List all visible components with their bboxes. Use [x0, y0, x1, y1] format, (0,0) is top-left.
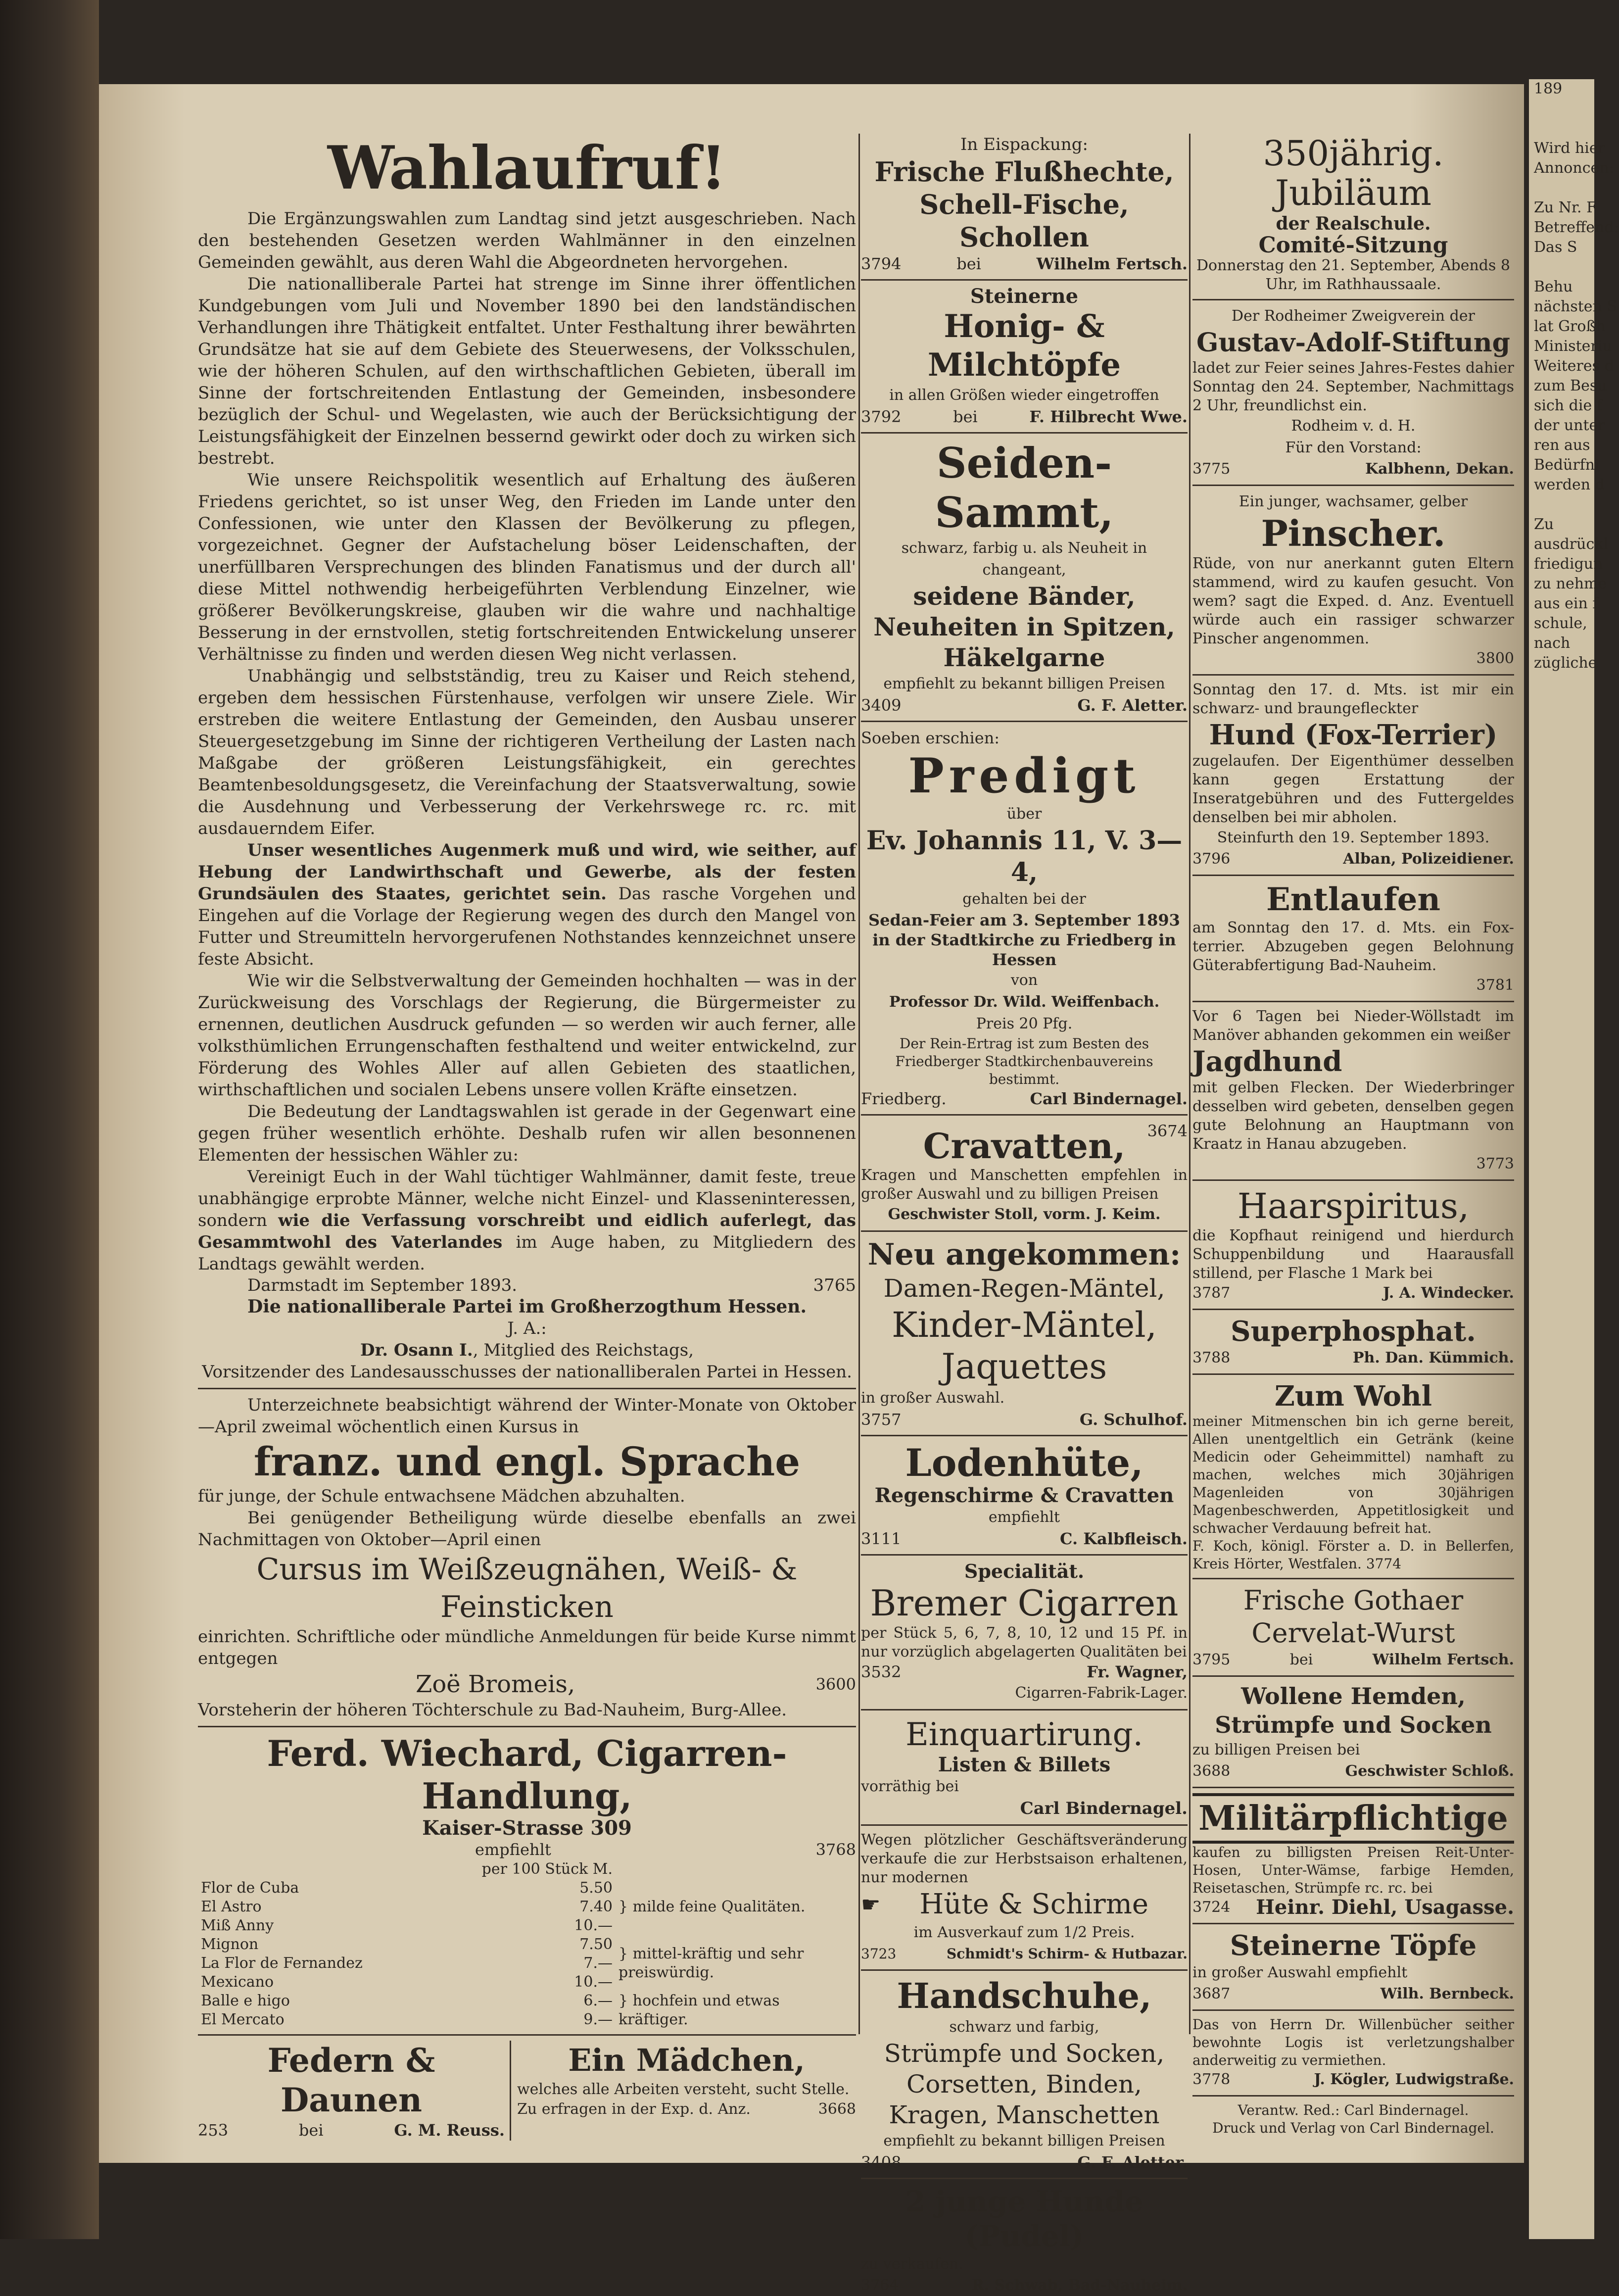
ad-text: in großer Auswahl empfiehlt [1192, 1964, 1408, 1981]
quality-note: } milde feine Qualitäten. [619, 1898, 806, 1915]
paragraph: Die Ergänzungswahlen zum Landtag sind jetzt ausgeschrieben. Nach den bestehenden Gesetzen werden Wahlmänner in den einzelnen Gemeinden gewählt, aus deren Wahl die Abgeordneten hervorgehen. [198, 209, 856, 272]
ad-text: Cigarren-Fabrik-Lager. [1015, 1684, 1188, 1702]
ad-headline: Predigt [908, 748, 1141, 804]
adjacent-text [1529, 99, 1594, 119]
ad-text: empfiehlt [988, 1509, 1060, 1526]
ad-text: Vorsteherin der höheren Töchterschule zu Bad-Nauheim, Burg-Allee. [198, 1700, 787, 1720]
advertiser: Geschwister Stoll, vorm. J. Keim. [888, 1206, 1161, 1223]
adjacent-text: friedigun [1534, 555, 1603, 573]
advertiser: G. F. Aletter. [1077, 696, 1188, 715]
divider [1192, 1923, 1514, 1924]
ad-line [861, 1944, 1188, 1964]
table-row [198, 1935, 856, 1954]
text: im Auge haben, zu Mitgliedern des Landtags gewählt werden. [198, 1232, 856, 1274]
ad-line [1192, 648, 1514, 669]
ad-headline: Hund (Fox-Terrier) [1209, 719, 1498, 751]
ad-text: empfiehlt zu bekannt billigen Preisen [883, 675, 1165, 692]
place-date: Darmstadt im September 1893. [247, 1275, 518, 1295]
ad-text: von [1010, 972, 1038, 989]
divider [1192, 1001, 1514, 1002]
paragraph: Wie unsere Reichspolitik wesentlich auf Erhaltung des äußeren Friedens gerichtet, so ist unser Weg, den Frieden im Lande unter den Confessionen, wie unter den Klassen der Bevölkerung zu pflegen, vorgezeichnet. Gegner der Aufstachelung böser Leidenschaften, der unerfüllbaren Versprechungen des blinden Fanatismus und der durch all' diese Mittel nothwendig herbeigeführten Verblendung Einzelner, wie größerer Bevölkerungskreise, glauben wir die wahre und nachhaltige Besserung in der ernstvollen, stetig fortschreitenden Entwickelung unserer Verhältnisse zu finden und werden diesen Weg nicht verlassen. [198, 470, 856, 664]
divider [1192, 1787, 1514, 1788]
cigar-price: 10.— [574, 1917, 613, 1934]
ad-number: 3794 [861, 254, 902, 273]
place: Friedberg. [861, 1089, 947, 1108]
divider [1192, 485, 1514, 486]
ad-text: Regenschirme & Cravatten [874, 1484, 1174, 1507]
column-header: per 100 Stück M. [481, 1860, 613, 1878]
ad-text: Sonntag den 17. d. Mts. ist mir ein schwarz- und braungefleckter [1192, 681, 1514, 717]
emphasis: Unser wesentliches Augenmerk muß und wird, wie seither, auf Hebung der Landwirthschaft und Gewerbe, als der festen Grundsäulen des Staates, gerichtet sein. [198, 840, 856, 904]
ad-text: in großer Auswahl. [861, 1389, 1005, 1407]
ad-line [1192, 1761, 1514, 1782]
ad-text: ladet zur Feier seines Jahres-Festes dahier Sonntag den 24. September, Nachmittags 2 Uhr, freundlichst ein. [1192, 359, 1514, 414]
ad-text: Soeben erschien: [861, 729, 1000, 747]
text: bei [953, 407, 978, 426]
ad-number: 3795 [1192, 1651, 1231, 1668]
advertiser: Carl Bindernagel. [1020, 1799, 1188, 1818]
ad-number: 3773 [1476, 1155, 1514, 1172]
ad-text: in allen Größen wieder eingetroffen [889, 387, 1159, 404]
party-name: Die nationalliberale Partei im Großherzogthum Hessen. [247, 1296, 807, 1317]
table-row [198, 1992, 856, 2010]
price: Preis 20 Pfg. [976, 1015, 1073, 1032]
ad-text: mit gelben Flecken. Der Wiederbringer desselben wird gebeten, denselben gegen gute Belohnung an Hauptmann von Kraatz in Hanau abzugeben. [1192, 1079, 1514, 1153]
cigar-price: 7.— [583, 1954, 613, 1972]
ad-text: vorräthig bei [861, 1778, 959, 1795]
ad-line [1192, 2069, 1514, 2090]
ad-text: Donnerstag den 21. September, Abends 8 Uhr, im Rathhaussaale. [1196, 257, 1510, 293]
table-header [198, 1860, 856, 1879]
ad-number: 3765 [813, 1275, 856, 1295]
ad-number: 3674 [1147, 1122, 1188, 1140]
adjacent-text: Behu [1534, 278, 1573, 295]
ad-text: Für den Vorstand: [1285, 439, 1422, 456]
ad-headline: Ev. Johannis 11, V. 3—4, [866, 826, 1183, 887]
ad-text: am Sonntag den 17. d. Mts. ein Fox-terrier. Abzugeben gegen Belohnung Güterabfertigung Bad-Nauheim. [1192, 919, 1514, 974]
column-rule [858, 134, 860, 2034]
adjacent-text: Betreffend: [1534, 219, 1619, 236]
ad-text: Sedan-Feier am 3. September 1893 in der Stadtkirche zu Friedberg in Hessen [868, 911, 1180, 969]
ad-number: 3668 [818, 2101, 856, 2118]
adjacent-text [1529, 257, 1594, 277]
signature-title: Vorsitzender des Landesausschusses der nationalliberalen Partei in Hessen. [202, 1362, 852, 1382]
ad-text: im Ausverkauf zum 1/2 Preis. [913, 1924, 1135, 1941]
divider [1192, 2009, 1514, 2011]
ad-headline: Damen-Regen-Mäntel, [883, 1274, 1165, 1303]
divider [1192, 1309, 1514, 1310]
ad-headline: Neu angekommen: [867, 1237, 1181, 1272]
ad-text: einrichten. Schriftliche oder mündliche Anmeldungen für beide Kurse nimmt entgegen [198, 1627, 856, 1668]
ad-text: meiner Mitmenschen bin ich gerne bereit, Allen unentgeltlich ein Getränk (keine Medicin oder Geheimmittel) namhaft zu machen, welches mich 30jährigen Magenleiden von 30jährigen Magenbeschwerden, Appetitlosigkeit und schwacher Verdauung befreit hat. [1192, 1413, 1514, 1536]
advertiser: Carl Bindernagel. [1030, 1089, 1188, 1108]
cigar-name: Mexicano [201, 1973, 274, 1991]
ad-text: Rüde, von nur anerkannt guten Eltern stammend, wird zu kaufen gesucht. Von wem? sagt die Exped. d. Anz. Eventuell würde auch ein rassiger schwarzer Pinscher angenommen. [1192, 555, 1514, 647]
divider [861, 432, 1188, 434]
advertiser: G. M. Reuss. [394, 2121, 505, 2140]
ad-line [1192, 1537, 1514, 1573]
ad-headline: 350jährig. Jubiläum [1263, 133, 1444, 213]
table-row [198, 1879, 856, 1898]
ad-headline: Gustav-Adolf-Stiftung [1196, 328, 1510, 358]
ad-headline: Steinerne Töpfe [1230, 1929, 1477, 1962]
cigar-name: Flor de Cuba [201, 1879, 299, 1897]
adjacent-text: 189 [1534, 80, 1563, 98]
quality-note: } hochfein und etwas kräftiger. [619, 1992, 780, 2028]
ad-text: kaufen zu billigsten Preisen Reit-Unter-Hosen, Unter-Wämse, farbige Hemden, Reisetaschen, Strümpfe rc. rc. bei [1192, 1844, 1514, 1896]
ad-number: 3723 [861, 1946, 897, 1962]
advertiser: Kalbhenn, Dekan. [1365, 460, 1514, 478]
ad-text: Wegen plötzlicher Geschäftsveränderung verkaufe die zur Herbstsaison erhaltenen, nur modernen [861, 1831, 1188, 1886]
ad-number: 3774 [1366, 1556, 1402, 1572]
ad-line [861, 406, 1188, 427]
divider [861, 1709, 1188, 1710]
ad-headline: Entlaufen [1266, 881, 1440, 918]
ad-text: per Stück 5, 6, 7, 8, 10, 12 und 15 Pf. in nur vorzüglich abgelagerten Qualitäten bei [861, 1624, 1188, 1661]
cigar-price: 10.— [574, 1973, 613, 1991]
cigar-name: Miß Anny [201, 1917, 274, 1934]
adjacent-text: Zu [1534, 516, 1554, 533]
divider [1192, 875, 1514, 876]
ad-text: Kragen und Manschetten empfehlen in großer Auswahl und zu billigen Preisen [861, 1167, 1188, 1203]
advertiser: G. Schulhof. [1079, 1410, 1188, 1429]
ad-headline: Pinscher. [1261, 512, 1446, 554]
ad-text: Listen & Billets [938, 1753, 1111, 1776]
text: empfiehlt [475, 1840, 551, 1859]
ad-headline: Superphosphat. [1231, 1315, 1476, 1348]
ad-text: zugelaufen. Der Eigenthümer desselben kann gegen Erstattung der Inseratgebühren und des Futtergeldes denselben bei mir abholen. [1192, 752, 1514, 826]
advertiser: Schmidt's Schirm- & Hutbazar. [947, 1946, 1188, 1962]
ad-text: schwarz, farbig u. als Neuheit in changeant, [901, 539, 1147, 579]
signatory: Dr. Osann I. [360, 1340, 473, 1360]
cigar-price: 7.40 [579, 1898, 613, 1915]
pointing-hand-icon: ☛ [861, 1892, 881, 1917]
ad-number: 3757 [861, 1410, 902, 1429]
adjacent-text: Ministeriu [1534, 338, 1612, 355]
ad-maedchen [511, 2041, 856, 2141]
advertiser: J. A. Windecker. [1383, 1284, 1514, 1302]
adjacent-text: Bedürfni [1534, 456, 1600, 474]
ad-number: 3768 [815, 1840, 856, 1859]
cigar-price: 7.50 [579, 1936, 613, 1953]
ad-line [861, 2152, 1188, 2173]
adjacent-text: lat Großh [1534, 318, 1606, 335]
ad-number: 3600 [815, 1675, 856, 1694]
advertiser: Fr. Wagner, [1087, 1662, 1188, 1681]
ad-number: 3532 [861, 1662, 902, 1681]
ad-text: der Realschule. [1276, 213, 1431, 234]
ad-federn [198, 2041, 511, 2141]
ad-text: schwarz und farbig, [949, 2018, 1099, 2036]
ad-number: 3775 [1192, 460, 1231, 478]
ad-line [1192, 975, 1514, 996]
imprint: Druck und Verlag von Carl Bindernagel. [1212, 2120, 1494, 2136]
ad-headline: Handschuhe, [897, 1975, 1152, 2016]
paragraph: Unabhängig und selbstständig, treu zu Kaiser und Reich stehend, ergeben dem hessischen Fürstenhause, verfolgen wir unsere Ziele. Wir erstreben die weitere Entlastung der Gemeinden, den Ausbau unserer Steuergesetzgebung im Sinne der richtigeren Vertheilung der Lasten nach Maßgabe der größeren Leistungsfähigkeit, ein gerechtes Beamtenbesoldungsgesetz, die Vereinfachung der Staatsverwaltung, sowie die Ausdehnung und Verbesserung der Verkehrswege rc. rc. mit ausdauerndem Eifer. [198, 666, 856, 838]
ad-line [198, 2120, 505, 2141]
ad-headline: Honig- & Milchtöpfe [927, 308, 1121, 384]
paragraph [198, 839, 856, 970]
divider [861, 1230, 1188, 1232]
advertiser: Ph. Dan. Kümmich. [1352, 1349, 1514, 1367]
divider [861, 279, 1188, 281]
page-title: Wahlaufruf! [327, 133, 727, 203]
advertiser: F. Koch, königl. Förster a. D. in Bellerfen, Kreis Hörter, Westfalen. [1192, 1538, 1514, 1572]
ad-headline: Cursus im Weißzeugnähen, Weiß- & Feinsticken [256, 1552, 798, 1624]
ad-headline: Frische Gothaer Cervelat-Wurst [1243, 1585, 1464, 1649]
divider [1192, 1578, 1514, 1579]
ad-number: 3688 [1192, 1762, 1231, 1780]
divider [1192, 674, 1514, 676]
paragraph: Wie wir die Selbstverwaltung der Gemeinden hochhalten — was in der Zurückweisung des Vorschlags der Regierung, die Bürgermeister zu ernennen, deutlichen Ausdruck gefunden — so werden wir auch ferner, alle volksthümlichen Errungenschaften festhaltend und weiter entwickelnd, zur Förderung des Wohles Aller auf allen Gebieten des staatlichen, wirthschaftlichen und socialen Lebens unsere vollen Kräfte einsetzen. [198, 971, 856, 1100]
ad-number: 3687 [1192, 1985, 1231, 2003]
cigar-price: 9.— [583, 2011, 613, 2028]
adjacent-text: aus ein f [1534, 595, 1598, 612]
divider [1192, 1373, 1514, 1375]
ad-number: 3778 [1192, 2071, 1231, 2088]
cigar-name: El Astro [201, 1898, 262, 1915]
ad-line [1192, 1984, 1514, 2004]
adjacent-text: werden d [1534, 476, 1605, 493]
divider [861, 721, 1188, 722]
divider [861, 1435, 1188, 1436]
ad-line [1192, 1897, 1514, 1918]
advertiser: F. Hilbrecht Wwe. [1029, 407, 1188, 426]
adjacent-text: Zu Nr. F [1534, 199, 1597, 216]
ad-number: 253 [198, 2121, 229, 2140]
cigar-price: 6.— [583, 1992, 613, 2009]
paragraph [198, 1166, 856, 1275]
ad-text: für junge, der Schule entwachsene Mädchen abzuhalten. [198, 1486, 685, 1506]
ad-text: In Eispackung: [960, 135, 1088, 154]
ad-number: 3408 [861, 2153, 902, 2172]
divider [1192, 1179, 1514, 1181]
ad-text: welches alle Arbeiten versteht, sucht Stelle. [517, 2081, 850, 2098]
ad-text: Ein junger, wachsamer, gelber [1238, 493, 1468, 510]
ad-text: empfiehlt zu bekannt billigen Preisen [883, 2132, 1165, 2149]
ad-text: Unterzeichnete beabsichtigt während der Winter-Monate von Oktober—April zweimal wöchentlich einen Kursus in [198, 1395, 856, 1437]
ad-headline: Strümpfe und Socken, Corsetten, Binden, Kragen, Manschetten [884, 2039, 1165, 2129]
ad-headline: Lodenhüte, [905, 1441, 1143, 1485]
ad-text: zu verkaufen. [861, 2255, 963, 2273]
ad-text: Das von Herrn Dr. Willenbücher seither bewohnte Logis ist verletzungshalber anderweitig zu vermiethen. [1192, 2016, 1514, 2068]
signature [198, 1339, 856, 1361]
place: Rodheim v. d. H. [1291, 417, 1416, 435]
ad-text: Specialität. [964, 1560, 1085, 1582]
text: bei [956, 254, 981, 273]
adjacent-text [1529, 495, 1594, 515]
adjacent-text [1529, 119, 1594, 139]
ad-headline: Cravatten, [923, 1125, 1126, 1167]
advertiser: Zoë Bromeis, [416, 1670, 575, 1698]
ad-headline: Ein Mädchen, [568, 2042, 805, 2078]
adjacent-text: zum Besu [1534, 377, 1607, 394]
divider [198, 1726, 856, 1727]
ad-line [861, 1528, 1188, 1549]
divider [198, 2034, 856, 2036]
ad-headline: 2 junge Hunde (Pudel) [905, 2185, 1143, 2253]
ad-line [861, 253, 1188, 274]
advertiser: Heinr. Diehl, Usagasse. [1256, 1896, 1514, 1919]
ad-headline: Comité-Sitzung [1258, 233, 1448, 258]
text: Das rasche Vorgehen und Eingehen auf die Vorlage der Regierung wegen des durch den Mangel von Futter und Streumitteln hervorgerufenen Nothstandes kennzeichnet unsere feste Absicht. [198, 884, 857, 969]
ad-address: Kaiser-Strasse 309 [422, 1816, 632, 1840]
advertiser: Wilh. Bernbeck. [1380, 1985, 1514, 2003]
ad-number: 3409 [861, 696, 902, 715]
imprint: Verantw. Red.: Carl Bindernagel. [1238, 2102, 1469, 2118]
ad-line [1192, 849, 1514, 870]
adjacent-text: ausdrückl [1534, 536, 1609, 553]
ad-headline: franz. und engl. Sprache [253, 1438, 801, 1485]
divider [861, 2178, 1188, 2179]
ad-headline: Ferd. Wiechard, Cigarren-Handlung, [267, 1732, 787, 1817]
divider [861, 1554, 1188, 1556]
adjacent-text: Das S [1534, 239, 1577, 256]
adjacent-text: schule, [1534, 615, 1587, 632]
ad-headline: Zum Wohl [1274, 1380, 1432, 1413]
advertiser: Geschwister Schloß. [1345, 1762, 1514, 1780]
adjacent-text: zügliche [1534, 654, 1597, 672]
ad-headline: Haarspiritus, [1237, 1186, 1470, 1226]
ad-text: die Kopfhaut reinigend und hierdurch Schuppenbildung und Haarausfall stillend, per Flasche 1 Mark bei [1192, 1227, 1514, 1282]
divider [1192, 1675, 1514, 1677]
ad-headline: Frische Flußhechte, Schell-Fische, Schollen [874, 156, 1174, 253]
cigar-name: El Mercato [201, 2011, 285, 2028]
ad-headline: Bremer Cigarren [870, 1582, 1179, 1624]
ad-line [1192, 1283, 1514, 1304]
binding-edge [0, 0, 99, 2239]
ad-line [861, 1661, 1188, 1682]
ad-headline: Kinder-Mäntel, Jaquettes [892, 1305, 1157, 1387]
price-table [198, 1860, 856, 2029]
ad-headline: Wollene Hemden, Strümpfe und Socken [1215, 1683, 1492, 1738]
author: Professor Dr. Wild. Weiffenbach. [889, 993, 1160, 1011]
ad-number: 3796 [1192, 850, 1231, 868]
ad-line [861, 1887, 1188, 1922]
advertiser: Wilhelm Fertsch. [1372, 1651, 1514, 1668]
text: Zu erfragen in der Exp. d. Anz. [517, 2101, 751, 2118]
ad-headline: Jagdhund [1192, 1045, 1342, 1078]
ad-line [861, 695, 1188, 716]
advertiser: J. Kögler, Ludwigstraße. [1314, 2071, 1514, 2088]
text: Vereinigt Euch in der Wahl tüchtiger Wahlmänner, damit feste, treue unabhängige erprobte Männer, welche nicht Einzel- und Klasseninteressen, sondern [198, 1167, 856, 1230]
ad-number: 3788 [1192, 1349, 1231, 1367]
ad-number: 3800 [1476, 650, 1514, 667]
ad-pair [198, 2041, 856, 2141]
adjacent-text: ren aus [1534, 437, 1590, 454]
advertiser: Wilhelm Fertsch. [1036, 254, 1188, 273]
cigar-price: 5.50 [579, 1879, 613, 1897]
column-3 [1192, 134, 1514, 2137]
divider [1192, 2095, 1514, 2097]
adjacent-text: nach [1534, 635, 1571, 652]
text: bei [298, 2121, 324, 2140]
cigar-name: Balle e higo [201, 1992, 290, 2009]
ad-line [198, 1839, 856, 1860]
ad-headline: Federn & Daunen [267, 2041, 435, 2119]
cigar-name: Mignon [201, 1936, 259, 1953]
dateline [198, 1275, 856, 1296]
ad-text: Bei genügender Betheiligung würde dieselbe ebenfalls an zwei Nachmittagen von Oktober—April einen [198, 1508, 856, 1550]
ad-headline: seidene Bänder, Neuheiten in Spitzen, Häkelgarne [873, 582, 1175, 672]
paragraph: Die nationalliberale Partei hat strenge im Sinne ihrer öffentlichen Kundgebungen vom Juli und November 1890 bei den landständischen Verhandlungen ihre Thätigkeit entfaltet. Unter Festhaltung ihrer bewährten Grundsätze hat sie auf dem Gebiete des Steuerwesens, der Volksschulen, wie der höheren Schulen, auf den wirthschaftlichen Gebieten, überall im Sinne der fortschreitenden Entlastung der Gemeinden, insbesondere bezüglich der Schul- und Wegelasten, wie auch der Berücksichtigung der Leistungsfähigkeit der Einzelnen bessernd gewirkt oder doch zu wirken sich bestrebt. [198, 274, 856, 468]
column-rule [1189, 134, 1190, 2034]
ad-headline: Seiden-Sammt, [935, 439, 1114, 537]
text: bei [1289, 1651, 1313, 1668]
ad-number: 3792 [861, 407, 902, 426]
divider [1192, 299, 1514, 300]
divider [861, 1114, 1188, 1116]
advertiser: R. Schwab, Bad-Nauheim. [971, 2277, 1188, 2294]
ad-signature [198, 1669, 856, 1699]
advertiser: Alban, Polizeidiener. [1343, 850, 1514, 868]
ad-line [861, 1088, 1188, 1109]
divider [198, 1388, 856, 1389]
ad-number: 3764 [861, 2277, 899, 2294]
ad-line [517, 2099, 856, 2120]
adjacent-text: nächsten S [1534, 298, 1617, 315]
adjacent-text: zu nehme [1534, 575, 1607, 592]
ad-text: Der Rodheimer Zweigverein der [1232, 307, 1475, 325]
column-2 [861, 134, 1188, 2296]
adjacent-page [1529, 79, 1619, 2239]
divider [861, 1824, 1188, 1826]
quality-note: } mittel-kräftig und sehr preiswürdig. [619, 1945, 804, 1981]
ad-line [1192, 1348, 1514, 1368]
ad-text: Steinerne [970, 285, 1079, 308]
ad-text: über [1006, 805, 1042, 823]
ad-line [1192, 1650, 1514, 1670]
adjacent-text: der unter [1534, 417, 1605, 434]
emphasis: wie die Verfassung vorschreibt und eidlich auferlegt, das Gesammtwohl des Vaterlandes [198, 1211, 856, 1252]
adjacent-text [1529, 178, 1594, 198]
ad-headline: Militärpflichtige [1192, 1793, 1514, 1844]
advertiser: C. Kalbfleisch. [1060, 1529, 1188, 1548]
ad-headline: Einquartirung. [905, 1716, 1143, 1753]
cigar-name: La Flor de Fernandez [201, 1954, 363, 1972]
ad-number: 3781 [1476, 977, 1514, 994]
place-date: Steinfurth den 19. September 1893. [1217, 829, 1490, 846]
ad-line [1192, 459, 1514, 480]
paragraph: Die Bedeutung der Landtagswahlen ist gerade in der Gegenwart eine gegen früher wesentlich erhöhte. Deshalb rufen wir allen besonnenen Elementen der hessischen Wähler zu: [198, 1102, 856, 1165]
ad-number: 3724 [1192, 1899, 1231, 1916]
ad-line [1192, 1154, 1514, 1174]
adjacent-text: Weiteres d [1534, 357, 1614, 375]
ad-number: 3111 [861, 1529, 902, 1548]
signature-prefix: J. A.: [507, 1319, 547, 1338]
ad-headline: Hüte & Schirme [919, 1888, 1149, 1920]
ad-text: gehalten bei der [962, 890, 1086, 908]
ad-text: Der Rein-Ertrag ist zum Besten des Friedberger Stadtkirchenbauvereins bestimmt. [895, 1035, 1153, 1087]
ad-text: Vor 6 Tagen bei Nieder-Wöllstadt im Manöver abhanden gekommen ein weißer [1192, 1008, 1514, 1044]
ad-line [861, 2275, 1188, 2296]
column-1 [198, 134, 856, 2141]
divider [861, 1969, 1188, 1971]
text: , Mitglied des Reichstags, [473, 1340, 694, 1360]
advertiser: G. F. Aletter. [1077, 2153, 1188, 2172]
adjacent-text: sich die f [1534, 397, 1602, 414]
ad-line [861, 1409, 1188, 1430]
adjacent-text: Annoncen: [1534, 159, 1614, 177]
ad-number: 3787 [1192, 1284, 1231, 1302]
ad-text: zu billigen Preisen bei [1192, 1741, 1360, 1759]
adjacent-text: Wird hier [1534, 140, 1605, 157]
